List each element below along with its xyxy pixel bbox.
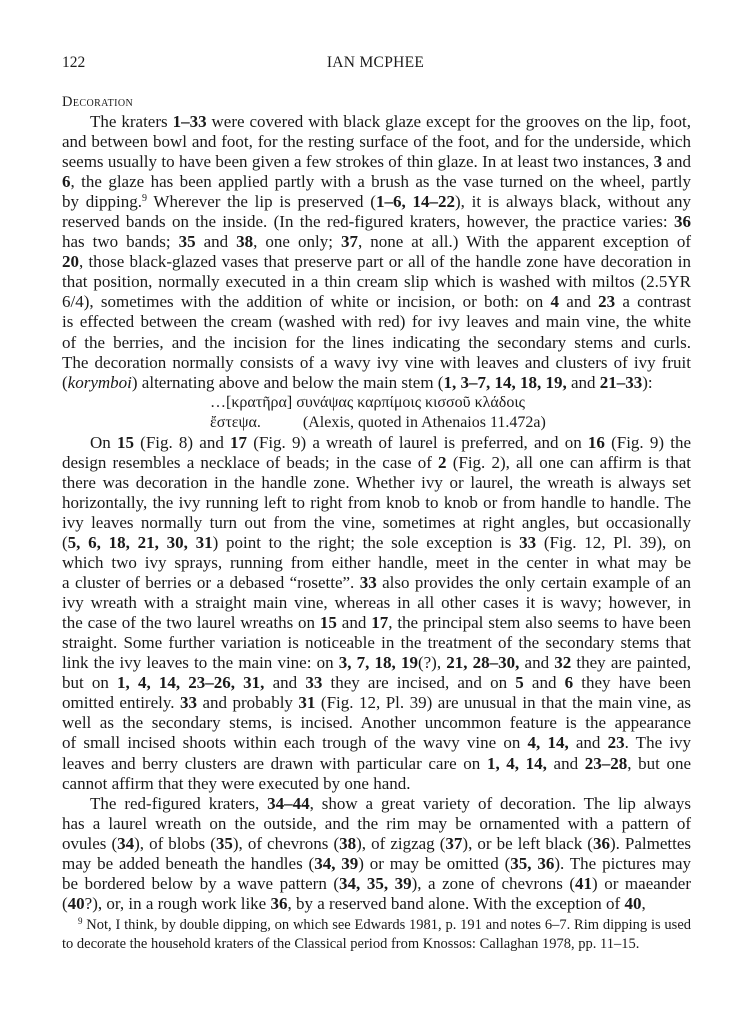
catalogue-number: 1, 4, 14, 23–26, 31, <box>117 673 265 693</box>
main-text <box>62 92 691 914</box>
text-run: , but one <box>627 753 691 773</box>
text-run: , the glaze has been applied partly with a brush as the vase turned on the wheel, partly <box>70 172 691 192</box>
text-run: has two bands; <box>62 232 179 252</box>
catalogue-number: 4 <box>550 292 560 312</box>
text-run: ?), or, in a rough work like <box>84 893 271 913</box>
catalogue-number: 33 <box>519 532 537 552</box>
greek-quotation-line-1: …[κρατῆρα] συνάψας καρπίμοις κισσοῦ κλάδοις <box>210 393 525 411</box>
text-run: is effected between the cream (washed with red) for ivy leaves and main vine, the white <box>62 312 691 332</box>
paragraph-red-figured <box>62 794 691 914</box>
catalogue-number: 35 <box>215 833 233 853</box>
text-run: has a laurel wreath on the outside, and the rim may be ornamented with a pattern of <box>62 813 691 833</box>
text-run: ), or be left black ( <box>462 833 593 853</box>
paragraph-wreaths <box>62 433 691 794</box>
italic-term: korymboi <box>67 372 132 392</box>
text-line <box>62 814 691 834</box>
catalogue-number: 37 <box>445 833 463 853</box>
catalogue-number: 23 <box>598 292 616 312</box>
catalogue-number: 31 <box>298 693 316 713</box>
catalogue-number: 15 <box>116 432 134 452</box>
running-header <box>62 54 689 74</box>
text-run: The decoration normally consists of a wavy ivy vine with leaves and clusters of ivy fruit <box>62 352 691 372</box>
catalogue-number: 6 <box>62 172 71 192</box>
text-line <box>62 573 691 593</box>
text-run: omitted entirely. <box>62 693 180 713</box>
text-line <box>62 312 691 332</box>
text-line <box>62 212 691 232</box>
catalogue-number: 38 <box>339 833 357 853</box>
text-run: and <box>195 232 237 252</box>
text-line <box>62 553 691 573</box>
text-run: (?), <box>417 653 447 673</box>
text-run: leaves and berry clusters are drawn with particular care on <box>62 753 487 773</box>
text-run: design resembles a necklace of beads; in the case of <box>62 452 439 472</box>
text-run: and probably <box>196 693 299 713</box>
text-run: link the ivy leaves to the main vine: on <box>62 653 339 673</box>
text-line <box>62 754 691 774</box>
text-line <box>62 373 691 393</box>
text-line <box>62 132 691 152</box>
text-run: ), of chevrons ( <box>232 833 340 853</box>
text-run: there was decoration in the handle zone. Whether ivy or laurel, the wreath is always set <box>62 472 691 492</box>
text-run: and <box>523 673 565 693</box>
catalogue-number: 34, 39 <box>314 853 359 873</box>
catalogue-number: 34–44 <box>267 793 310 813</box>
text-run: may be added beneath the handles ( <box>62 853 315 873</box>
text-run: were covered with black glaze except for the grooves on the lip, foot, <box>206 112 691 131</box>
catalogue-number: 16 <box>587 432 605 452</box>
text-run: a contrast <box>615 292 691 312</box>
text-run: and <box>546 753 585 773</box>
text-line <box>62 433 691 453</box>
text-line <box>62 894 691 914</box>
text-line <box>62 152 691 172</box>
text-run: straight. Some further variation is noticeable in the treatment of the secondary stems that <box>62 633 691 653</box>
text-run: a cluster of berries or a debased “rosette”. <box>62 573 360 593</box>
catalogue-number: 34, 35, 39 <box>339 873 412 893</box>
text-line <box>62 834 691 854</box>
paragraph-decoration-intro <box>62 112 691 393</box>
text-line <box>62 633 691 653</box>
text-run: by dipping. <box>62 192 142 212</box>
text-run: , by a reserved band alone. With the exception of <box>287 893 625 913</box>
text-run: (Fig. 8) and <box>133 432 231 452</box>
text-line <box>62 916 691 935</box>
text-run: (Fig. 9) a wreath of laurel is preferred, and on <box>247 432 588 452</box>
text-run: and <box>566 372 600 392</box>
text-run: ( <box>62 532 68 552</box>
text-line <box>62 513 691 533</box>
text-run: Wherever the lip is preserved ( <box>146 192 376 212</box>
text-run: which two ivy sprays, running from either handle, meet in the center in what may be <box>62 553 691 573</box>
text-run: (Fig. 12, Pl. 39), on <box>536 532 691 552</box>
quotation-source: (Alexis, quoted in Athenaios 11.472a) <box>302 413 546 431</box>
text-run: The red-figured kraters, <box>90 793 268 813</box>
text-run: , one only; <box>253 232 341 252</box>
text-run: (Fig. 12, Pl. 39) are unusual in that the main vine, as <box>315 693 691 713</box>
text-run: and between bowl and foot, for the resting surface of the foot, and for the underside, which <box>62 132 691 152</box>
text-line <box>62 192 691 212</box>
text-line <box>62 112 691 132</box>
catalogue-number: 40 <box>67 893 85 913</box>
text-run: ). Palmettes <box>609 833 692 853</box>
text-line <box>62 673 691 693</box>
text-line <box>62 593 691 613</box>
text-line <box>62 613 691 633</box>
text-line <box>62 272 691 292</box>
text-run: they are painted, <box>571 653 692 673</box>
catalogue-number: 33 <box>305 673 323 693</box>
text-run: and <box>336 613 372 633</box>
section-heading: Decoration <box>62 94 134 110</box>
text-run: to decorate the household kraters of the Classical period from Knossos: Callaghan 1978, pp. 11–15. <box>62 936 640 952</box>
text-run: seems usually to have been given a few strokes of thin glaze. In at least two instances, <box>62 152 654 172</box>
text-run: ), of blobs ( <box>134 833 216 853</box>
greek-quotation-word: ἔστεψα. <box>210 413 261 431</box>
text-line <box>62 733 691 753</box>
catalogue-number: 2 <box>438 452 447 472</box>
catalogue-number: 35, 36 <box>510 853 555 873</box>
text-run: On <box>90 432 117 452</box>
greek-quotation-line-2 <box>62 413 691 433</box>
text-run: , show a great variety of decoration. The lip always <box>309 793 691 813</box>
catalogue-number: 38 <box>236 232 254 252</box>
text-run: ( <box>62 372 68 392</box>
text-run: . The ivy <box>624 733 691 753</box>
text-line <box>62 693 691 713</box>
text-line <box>62 874 691 894</box>
text-run: and <box>568 733 608 753</box>
text-line <box>62 453 691 473</box>
text-run: ivy wreath with a straight main vine, whereas in all other cases it is wavy; however, in <box>62 593 691 613</box>
text-line <box>62 493 691 513</box>
text-run: ) or maeander <box>592 873 691 893</box>
text-run: and <box>519 653 555 673</box>
text-run: 6/4), sometimes with the addition of white or incision, or both: on <box>62 292 551 312</box>
text-line <box>62 774 691 794</box>
catalogue-number: 41 <box>575 873 593 893</box>
text-line <box>62 172 691 192</box>
catalogue-number: 4, 14, <box>527 733 569 753</box>
catalogue-number: 37 <box>340 232 358 252</box>
text-run: , none at all.) With the apparent exception of <box>357 232 692 252</box>
text-run: and <box>662 152 691 172</box>
text-run: ) point to the right; the sole exception is <box>212 532 520 552</box>
catalogue-number: 34 <box>117 833 135 853</box>
catalogue-number: 17 <box>230 432 248 452</box>
catalogue-number: 3, 7, 18, 19 <box>338 653 418 673</box>
page-number: 122 <box>62 54 86 71</box>
catalogue-number: 35 <box>178 232 196 252</box>
text-line <box>62 353 691 373</box>
text-run: they have been <box>573 673 692 693</box>
catalogue-number: 40 <box>624 893 642 913</box>
footnote-marker: 9 <box>141 193 147 205</box>
text-run: they are incised, and on <box>322 673 516 693</box>
text-line <box>62 333 691 353</box>
text-run: , <box>641 893 646 913</box>
text-run: ) or may be omitted ( <box>358 853 511 873</box>
text-run: ovules ( <box>62 833 118 853</box>
catalogue-number: 1–33 <box>172 112 207 131</box>
catalogue-number: 15 <box>319 613 337 633</box>
footnote <box>62 916 691 954</box>
text-line <box>62 252 691 272</box>
catalogue-number: 23 <box>607 733 625 753</box>
catalogue-number: 5 <box>515 673 524 693</box>
text-run: and <box>559 292 599 312</box>
text-run: but on <box>62 673 118 693</box>
catalogue-number: 23–28 <box>584 753 628 773</box>
text-run: ). The pictures may <box>554 853 691 873</box>
text-run: (Fig. 9) the <box>604 432 691 452</box>
text-line <box>62 653 691 673</box>
text-run: ) alternating above and below the main stem ( <box>131 372 444 392</box>
catalogue-number: 3 <box>653 152 663 172</box>
text-line <box>62 794 691 814</box>
text-run: ), a zone of chevrons ( <box>411 873 576 893</box>
footnote-marker: 9 <box>78 916 83 926</box>
text-line <box>62 292 691 312</box>
catalogue-number: 5, 6, 18, 21, 30, 31 <box>67 532 213 552</box>
text-line <box>62 232 691 252</box>
text-run: (Fig. 2), all one can affirm is that <box>446 452 691 472</box>
catalogue-number: 21–33 <box>599 372 643 392</box>
text-run: ): <box>642 372 653 392</box>
text-run: of the berries, and the incision for the lines indicating the secondary stems and curls. <box>62 332 691 352</box>
catalogue-number: 20 <box>62 252 79 272</box>
text-run: Not, I think, by double dipping, on which see Edwards 1981, p. 191 and notes 6–7. Rim dipping is used <box>82 917 691 933</box>
text-line <box>62 473 691 493</box>
text-line <box>62 713 691 733</box>
text-run: horizontally, the ivy running left to right from knob to knob or from handle to handle. The <box>62 492 691 512</box>
catalogue-number: 1, 4, 14, <box>486 753 547 773</box>
catalogue-number: 36 <box>270 893 288 913</box>
text-run: the case of the two laurel wreaths on <box>62 613 320 633</box>
text-run: well as the secondary stems, is incised. Another uncommon feature is the appearance <box>62 713 691 733</box>
text-run: of small incised shoots within each trough of the wavy vine on <box>62 733 528 753</box>
catalogue-number: 1, 3–7, 14, 18, 19, <box>443 372 567 392</box>
catalogue-number: 36 <box>674 212 691 232</box>
text-run: ), of zigzag ( <box>356 833 446 853</box>
catalogue-number: 6 <box>564 673 574 693</box>
catalogue-number: 33 <box>179 693 197 713</box>
text-run: be bordered below by a wave pattern ( <box>62 873 340 893</box>
text-run: that position, normally executed in a thin cream slip which is washed with miltos (2.5YR <box>62 272 691 292</box>
catalogue-number: 17 <box>371 613 389 633</box>
text-run: , the principal stem also seems to have been <box>388 613 691 633</box>
running-head-author: IAN MCPHEE <box>326 54 425 71</box>
text-run: ( <box>62 893 68 913</box>
text-run: cannot affirm that they were executed by one hand. <box>62 773 411 793</box>
text-run: and <box>264 673 306 693</box>
catalogue-number: 32 <box>554 653 572 673</box>
text-run: , those black-glazed vases that preserve part or all of the handle zone have decoration in <box>79 252 691 272</box>
catalogue-number: 21, 28–30, <box>446 653 520 673</box>
text-run: ), it is always black, without any <box>455 192 691 212</box>
text-run: reserved bands on the inside. (In the red-figured kraters, however, the practice varies: <box>62 212 674 232</box>
catalogue-number: 36 <box>592 833 610 853</box>
text-run: also provides the only certain example of an <box>376 573 691 593</box>
text-run: ivy leaves normally turn out from the vine, sometimes at right angles, but occasionally <box>62 512 691 532</box>
text-line <box>62 854 691 874</box>
catalogue-number: 1–6, 14–22 <box>375 192 455 212</box>
text-line <box>62 533 691 553</box>
catalogue-number: 33 <box>359 573 377 593</box>
text-run: The kraters <box>90 112 173 131</box>
text-line <box>62 935 691 954</box>
